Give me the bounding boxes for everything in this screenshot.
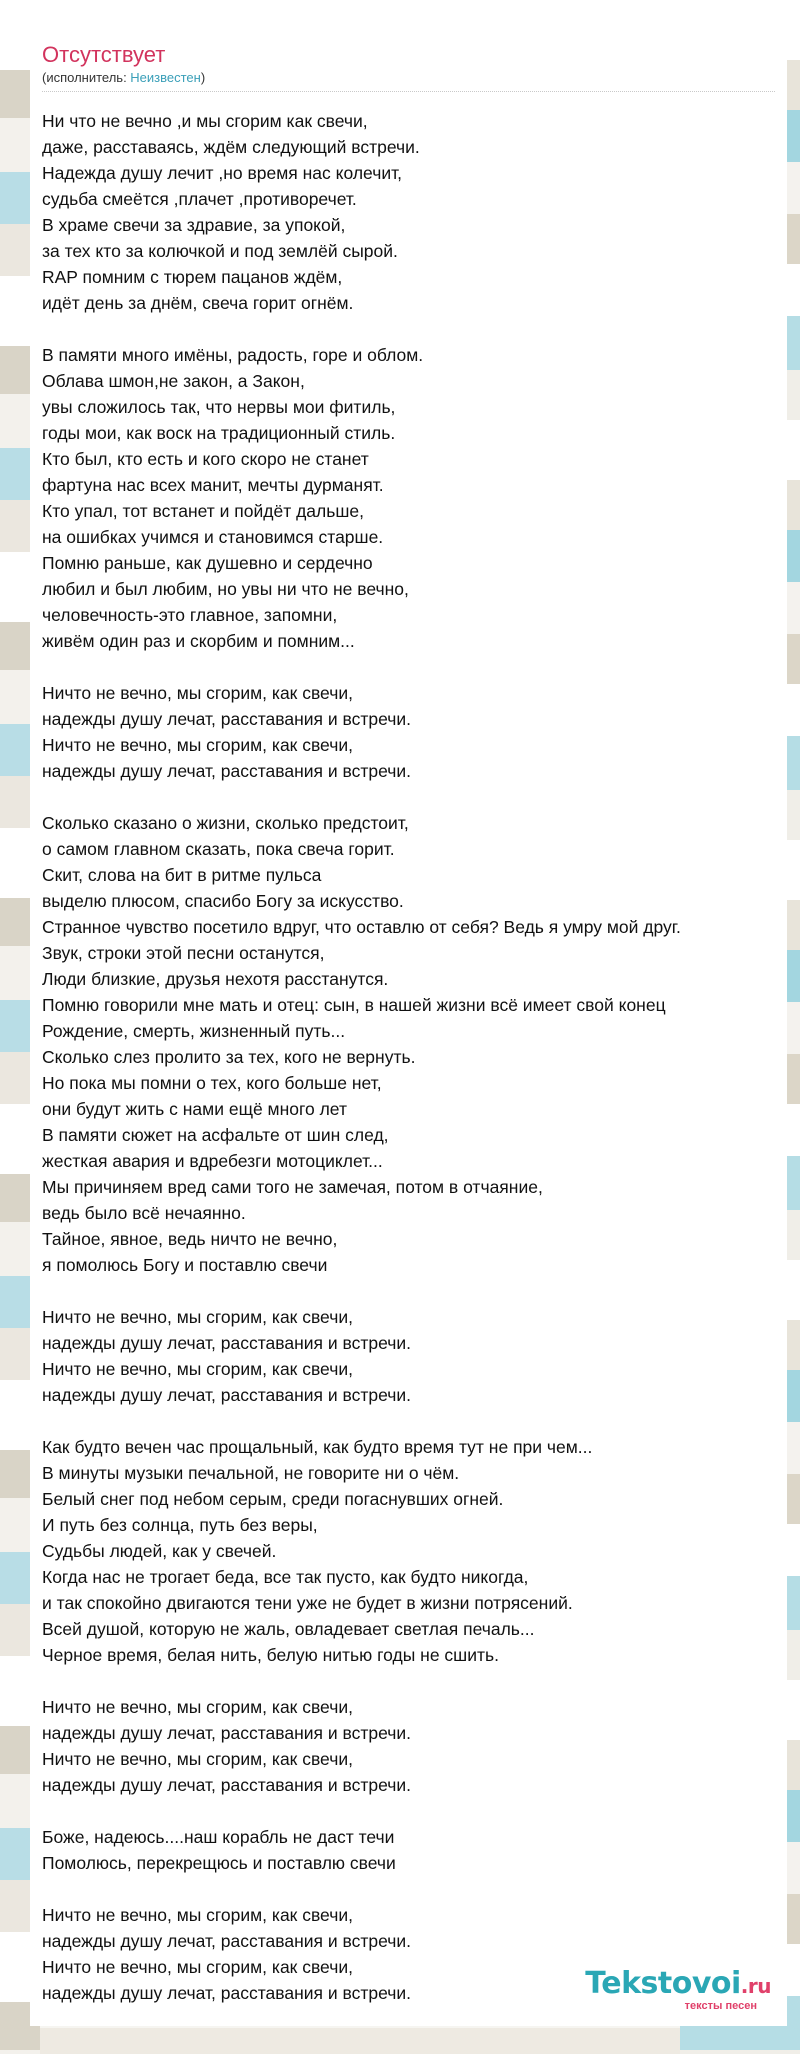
lyric-line: надежды душу лечат, расставания и встречи. <box>42 1723 412 1743</box>
artist-prefix: (исполнитель: <box>42 70 131 85</box>
lyric-line: Помню раньше, как душевно и сердечно <box>42 553 373 573</box>
lyric-line: фартуна нас всех манит, мечты дурманят. <box>42 475 384 495</box>
lyrics-body <box>42 108 787 2032</box>
lyric-line: Черное время, белая нить, белую нитью годы не сшить. <box>42 1645 499 1665</box>
lyric-line: Всей душой, которую не жаль, овладевает светлая печаль... <box>42 1619 535 1639</box>
artist-suffix: ) <box>200 70 206 85</box>
lyric-line: В памяти много имёны, радость, горе и облом. <box>42 345 424 365</box>
lyric-line: на ошибках учимся и становимся старше. <box>42 527 384 547</box>
stanza <box>42 680 787 784</box>
lyric-line: Странное чувство посетило вдруг, что оставлю от себя? Ведь я умру мой друг. <box>42 917 681 937</box>
lyric-line: за тех кто за колючкой и под землёй сырой. <box>42 241 398 261</box>
lyric-line: Как будто вечен час прощальный, как будто время тут не при чем... <box>42 1437 593 1457</box>
song-artist-line <box>42 70 775 86</box>
lyric-line: В храме свечи за здравие, за упокой, <box>42 215 346 235</box>
stanza <box>42 1304 787 1408</box>
lyric-line: Тайное, явное, ведь ничто не вечно, <box>42 1229 338 1249</box>
lyric-line: Помолюсь, перекрещюсь и поставлю свечи <box>42 1853 396 1873</box>
lyric-line: Ничто не вечно, мы сгорим, как свечи, <box>42 683 353 703</box>
stanza <box>42 108 787 316</box>
lyric-line: В памяти сюжет на асфальте от шин след, <box>42 1125 389 1145</box>
lyric-line: Кто упал, тот встанет и пойдёт дальше, <box>42 501 364 521</box>
lyric-line: они будут жить с нами ещё много лет <box>42 1099 347 1119</box>
lyrics-sheet <box>30 30 787 2026</box>
song-title: Отсутствует <box>42 42 166 67</box>
lyric-line: увы сложилось так, что нервы мои фитиль, <box>42 397 396 417</box>
lyric-line: идёт день за днём, свеча горит огнём. <box>42 293 354 313</box>
song-header <box>42 42 775 92</box>
lyric-line: надежды душу лечат, расставания и встречи. <box>42 1775 412 1795</box>
lyric-line: Звук, строки этой песни останутся, <box>42 943 325 963</box>
stanza <box>42 1824 787 1876</box>
lyric-line: Ничто не вечно, мы сгорим, как свечи, <box>42 1905 353 1925</box>
lyric-line: Сколько слез пролито за тех, кого не вернуть. <box>42 1047 416 1067</box>
artist-link[interactable]: Неизвестен <box>130 70 201 85</box>
lyric-line: Боже, надеюсь....наш корабль не даст течи <box>42 1827 395 1847</box>
lyric-line: Ни что не вечно ,и мы сгорим как свечи, <box>42 111 368 131</box>
lyric-line: ведь было всё нечаянно. <box>42 1203 246 1223</box>
stanza <box>42 342 787 654</box>
lyric-line: Ничто не вечно, мы сгорим, как свечи, <box>42 1359 353 1379</box>
lyric-line: Судьбы людей, как у свечей. <box>42 1541 277 1561</box>
site-logo[interactable] <box>585 1968 771 2012</box>
lyric-line: годы мои, как воск на традиционный стиль. <box>42 423 396 443</box>
lyric-line: Но пока мы помни о тех, кого больше нет, <box>42 1073 382 1093</box>
logo-tagline: тексты песен <box>684 2000 757 2012</box>
lyric-line: человечность-это главное, запомни, <box>42 605 338 625</box>
lyric-line: Ничто не вечно, мы сгорим, как свечи, <box>42 1749 353 1769</box>
lyric-line: судьба смеётся ,плачет ,противоречет. <box>42 189 357 209</box>
lyric-line: жесткая авария и вдребезги мотоциклет... <box>42 1151 383 1171</box>
lyric-line: Ничто не вечно, мы сгорим, как свечи, <box>42 1957 353 1977</box>
lyric-line: Ничто не вечно, мы сгорим, как свечи, <box>42 735 353 755</box>
lyric-line: живём один раз и скорбим и помним... <box>42 631 355 651</box>
lyric-line: надежды душу лечат, расставания и встречи. <box>42 1333 412 1353</box>
lyric-line: Люди близкие, друзья нехотя расстанутся. <box>42 969 389 989</box>
lyric-line: Кто был, кто есть и кого скоро не станет <box>42 449 369 469</box>
lyric-line: Ничто не вечно, мы сгорим, как свечи, <box>42 1307 353 1327</box>
lyric-line: В минуты музыки печальной, не говорите ни о чём. <box>42 1463 460 1483</box>
header-divider <box>42 91 775 92</box>
lyric-line: И путь без солнца, путь без веры, <box>42 1515 318 1535</box>
stanza <box>42 810 787 1278</box>
lyric-line: даже, расставаясь, ждём следующий встречи. <box>42 137 420 157</box>
logo-wordmark <box>585 1968 771 2002</box>
logo-tld: .ru <box>740 1974 771 1998</box>
lyric-line: Белый снег под небом серым, среди погаснувших огней. <box>42 1489 504 1509</box>
lyric-line: надежды душу лечат, расставания и встречи. <box>42 1983 412 2003</box>
lyric-line: надежды душу лечат, расставания и встречи. <box>42 1931 412 1951</box>
lyric-line: Ничто не вечно, мы сгорим, как свечи, <box>42 1697 353 1717</box>
lyric-line: любил и был любим, но увы ни что не вечно, <box>42 579 409 599</box>
lyric-line: RAP помним с тюрем пацанов ждём, <box>42 267 343 287</box>
lyric-line: Сколько сказано о жизни, сколько предстоит, <box>42 813 409 833</box>
stanza <box>42 1694 787 1798</box>
lyric-line: Скит, слова на бит в ритме пульса <box>42 865 322 885</box>
lyric-line: и так спокойно двигаются тени уже не будет в жизни потрясений. <box>42 1593 573 1613</box>
lyric-line: Надежда душу лечит ,но время нас колечит, <box>42 163 403 183</box>
lyric-line: Рождение, смерть, жизненный путь... <box>42 1021 346 1041</box>
lyric-line: Когда нас не трогает беда, все так пусто, как будто никогда, <box>42 1567 529 1587</box>
lyric-line: о самом главном сказать, пока свеча горит. <box>42 839 395 859</box>
lyric-line: Мы причиняем вред сами того не замечая, потом в отчаяние, <box>42 1177 543 1197</box>
lyric-line: надежды душу лечат, расставания и встречи. <box>42 709 412 729</box>
lyric-line: выделю плюсом, спасибо Богу за искусство. <box>42 891 404 911</box>
lyric-line: Облава шмон,не закон, а Закон, <box>42 371 305 391</box>
lyric-line: надежды душу лечат, расставания и встречи. <box>42 1385 412 1405</box>
lyric-line: надежды душу лечат, расставания и встречи. <box>42 761 412 781</box>
lyric-line: я помолюсь Богу и поставлю свечи <box>42 1255 328 1275</box>
logo-name: Tekstovoi <box>585 1966 741 2001</box>
lyric-line: Помню говорили мне мать и отец: сын, в нашей жизни всё имеет свой конец <box>42 995 666 1015</box>
stanza <box>42 1434 787 1668</box>
